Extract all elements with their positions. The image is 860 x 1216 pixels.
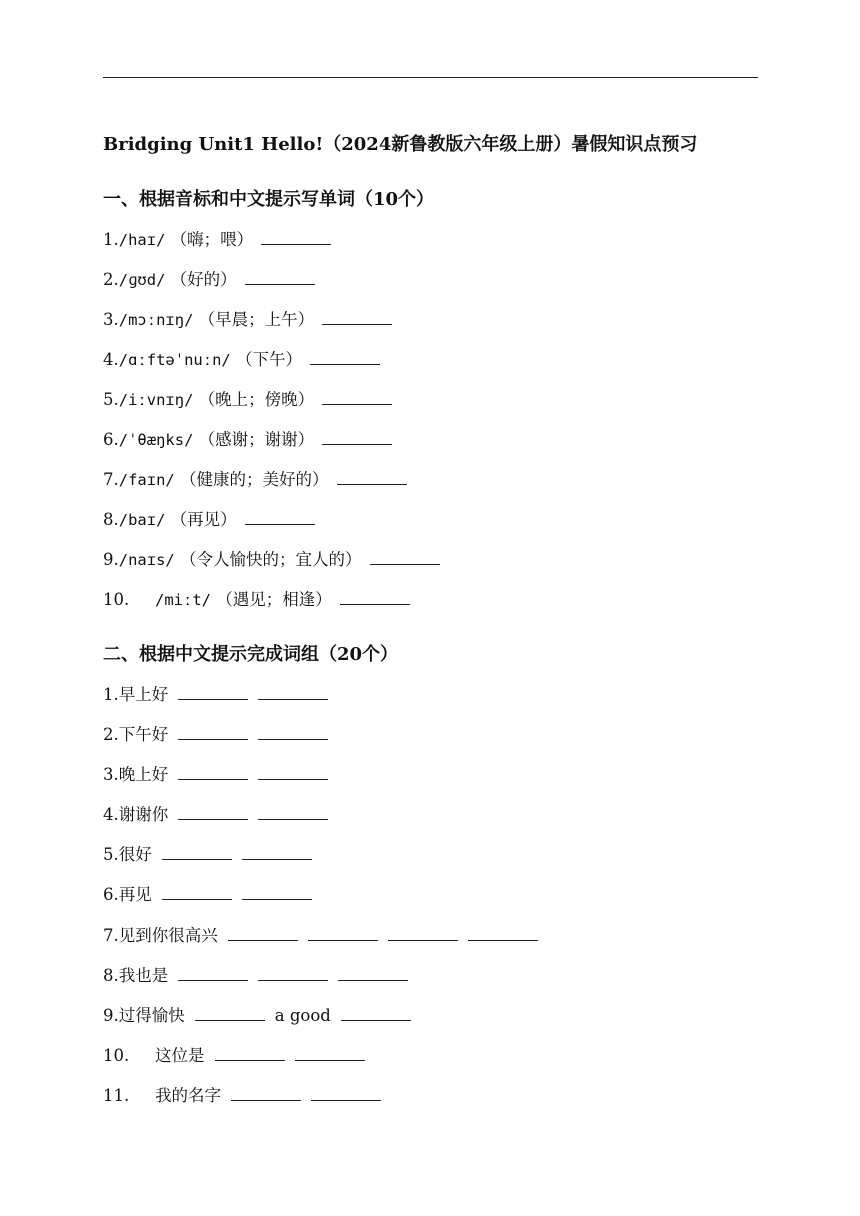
answer-blank[interactable] bbox=[388, 926, 458, 941]
answer-blank[interactable] bbox=[341, 1006, 411, 1021]
answer-blank[interactable] bbox=[178, 765, 248, 780]
answer-blank[interactable] bbox=[337, 470, 407, 485]
phrase-item bbox=[103, 1085, 803, 1107]
answer-blank[interactable] bbox=[242, 885, 312, 900]
word-item bbox=[103, 229, 803, 251]
item-number: 11. bbox=[103, 1086, 130, 1105]
chinese-hint: （晚上；傍晚） bbox=[198, 390, 315, 409]
answer-blank[interactable] bbox=[245, 510, 315, 525]
word-item bbox=[103, 389, 803, 411]
phrase-item bbox=[103, 925, 803, 947]
chinese-hint: （健康的；美好的） bbox=[180, 470, 329, 489]
answer-blank[interactable] bbox=[468, 926, 538, 941]
item-number: 2. bbox=[103, 270, 119, 289]
phrase-item bbox=[103, 844, 803, 866]
phrase-item bbox=[103, 684, 803, 706]
phrase-hint: 很好 bbox=[118, 845, 152, 864]
answer-blank[interactable] bbox=[178, 685, 248, 700]
header-rule bbox=[103, 77, 758, 78]
answer-blank[interactable] bbox=[258, 685, 328, 700]
phrase-hint: 晚上好 bbox=[118, 765, 169, 784]
answer-blank[interactable] bbox=[215, 1046, 285, 1061]
answer-blank[interactable] bbox=[228, 926, 298, 941]
phrase-item bbox=[103, 1045, 803, 1067]
answer-blank[interactable] bbox=[258, 765, 328, 780]
answer-blank[interactable] bbox=[308, 926, 378, 941]
phrase-hint: 谢谢你 bbox=[118, 805, 169, 824]
phrase-hint: 我也是 bbox=[118, 966, 169, 985]
phonetic: /ɡʊd/ bbox=[118, 271, 166, 289]
answer-blank[interactable] bbox=[340, 590, 410, 605]
word-item bbox=[103, 269, 803, 291]
answer-blank[interactable] bbox=[162, 885, 232, 900]
phrase-hint: 下午好 bbox=[118, 725, 169, 744]
phrase-hint: 再见 bbox=[118, 885, 152, 904]
answer-blank[interactable] bbox=[311, 1086, 381, 1101]
phrase-item bbox=[103, 764, 803, 786]
answer-blank[interactable] bbox=[322, 390, 392, 405]
phrase-hint: 我的名字 bbox=[155, 1086, 221, 1105]
answer-blank[interactable] bbox=[231, 1086, 301, 1101]
phonetic: /iːvnɪŋ/ bbox=[118, 391, 194, 409]
answer-blank[interactable] bbox=[310, 350, 380, 365]
chinese-hint: （早晨；上午） bbox=[198, 310, 315, 329]
phrase-item bbox=[103, 1005, 803, 1027]
word-item bbox=[103, 549, 803, 571]
item-number: 3. bbox=[103, 310, 119, 329]
phonetic: /mɔːnɪŋ/ bbox=[118, 311, 194, 329]
document-title: Bridging Unit1 Hello!（2024新鲁教版六年级上册）暑假知识点预习 bbox=[103, 134, 698, 155]
item-number: 4. bbox=[103, 350, 119, 369]
answer-blank[interactable] bbox=[178, 966, 248, 981]
item-number: 5. bbox=[103, 390, 119, 409]
phrase-hint: 过得愉快 bbox=[118, 1006, 185, 1025]
chinese-hint: （感谢；谢谢） bbox=[198, 430, 315, 449]
answer-blank[interactable] bbox=[258, 725, 328, 740]
answer-blank[interactable] bbox=[178, 725, 248, 740]
answer-blank[interactable] bbox=[370, 550, 440, 565]
item-number: 8. bbox=[103, 510, 119, 529]
item-number: 6. bbox=[103, 430, 119, 449]
answer-blank[interactable] bbox=[322, 310, 392, 325]
chinese-hint: （令人愉快的；宜人的） bbox=[180, 550, 362, 569]
chinese-hint: （再见） bbox=[170, 510, 237, 529]
chinese-hint: （好的） bbox=[170, 270, 237, 289]
phonetic: /ˈθæŋks/ bbox=[118, 431, 194, 449]
word-item bbox=[103, 469, 803, 491]
item-number: 6. bbox=[103, 885, 119, 904]
answer-blank[interactable] bbox=[322, 430, 392, 445]
section2-heading: 二、根据中文提示完成词组（20个） bbox=[103, 644, 399, 665]
answer-blank[interactable] bbox=[258, 966, 328, 981]
answer-blank[interactable] bbox=[195, 1006, 265, 1021]
phonetic: /ɑːftəˈnuːn/ bbox=[118, 351, 231, 369]
item-number: 1. bbox=[103, 685, 119, 704]
phrase-fragment: a good bbox=[274, 1006, 331, 1025]
item-number: 5. bbox=[103, 845, 119, 864]
word-item bbox=[103, 509, 803, 531]
word-item bbox=[103, 349, 803, 371]
item-number: 10. bbox=[103, 590, 130, 609]
answer-blank[interactable] bbox=[178, 805, 248, 820]
answer-blank[interactable] bbox=[338, 966, 408, 981]
item-number: 1. bbox=[103, 230, 119, 249]
phrase-item bbox=[103, 724, 803, 746]
phonetic: /faɪn/ bbox=[118, 471, 175, 489]
phonetic: /miːt/ bbox=[155, 591, 211, 609]
item-number: 10. bbox=[103, 1046, 130, 1065]
item-number: 7. bbox=[103, 926, 119, 945]
answer-blank[interactable] bbox=[245, 270, 315, 285]
section1-heading: 一、根据音标和中文提示写单词（10个） bbox=[103, 189, 435, 210]
item-number: 7. bbox=[103, 470, 119, 489]
item-number: 4. bbox=[103, 805, 119, 824]
word-item bbox=[103, 429, 803, 451]
item-number: 3. bbox=[103, 765, 119, 784]
phrase-item bbox=[103, 804, 803, 826]
item-number: 9. bbox=[103, 1006, 119, 1025]
chinese-hint: （遇见；相逢） bbox=[216, 590, 332, 609]
item-number: 2. bbox=[103, 725, 119, 744]
phrase-item bbox=[103, 884, 803, 906]
phrase-hint: 这位是 bbox=[155, 1046, 205, 1065]
phrase-hint: 见到你很高兴 bbox=[118, 926, 218, 945]
chinese-hint: （下午） bbox=[235, 350, 302, 369]
answer-blank[interactable] bbox=[162, 845, 232, 860]
phonetic: /haɪ/ bbox=[118, 231, 166, 249]
item-number: 8. bbox=[103, 966, 119, 985]
answer-blank[interactable] bbox=[258, 805, 328, 820]
phrase-hint: 早上好 bbox=[118, 685, 169, 704]
phonetic: /baɪ/ bbox=[118, 511, 166, 529]
answer-blank[interactable] bbox=[261, 230, 331, 245]
answer-blank[interactable] bbox=[242, 845, 312, 860]
chinese-hint: （嗨；喂） bbox=[170, 230, 254, 249]
phonetic: /naɪs/ bbox=[118, 551, 175, 569]
word-item bbox=[103, 309, 803, 331]
word-item bbox=[103, 589, 803, 611]
item-number: 9. bbox=[103, 550, 119, 569]
answer-blank[interactable] bbox=[295, 1046, 365, 1061]
phrase-item bbox=[103, 965, 803, 987]
